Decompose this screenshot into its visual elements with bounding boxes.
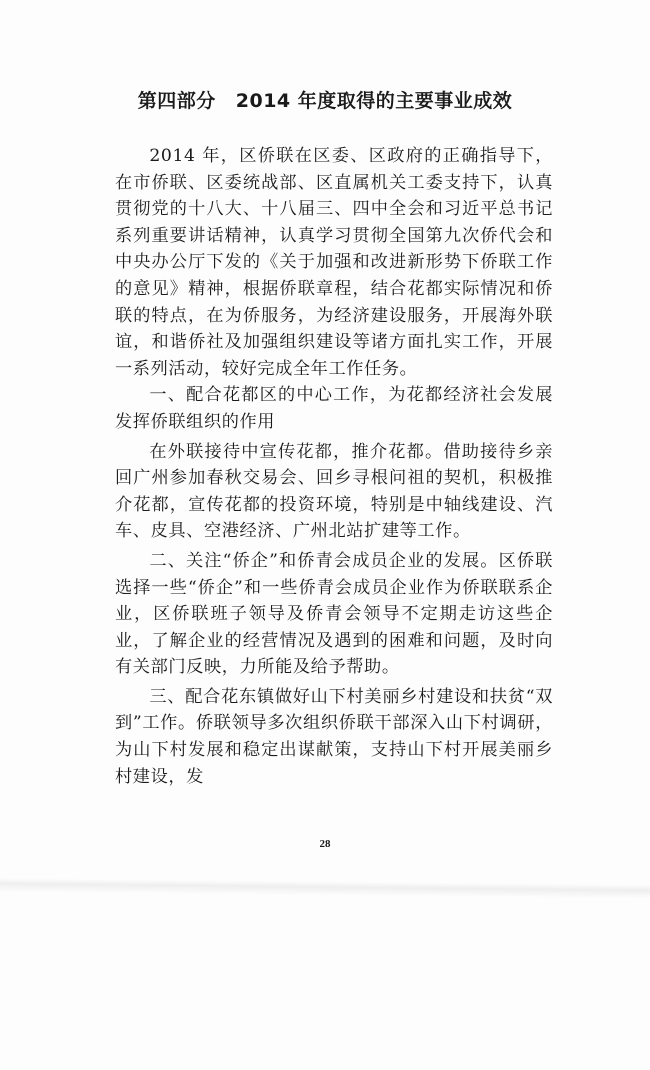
paragraph-intro: 2014 年，区侨联在区委、区政府的正确指导下，在市侨联、区委统战部、区直属机关工委支持下，认真贯彻党的十八大、十八届三、四中全会和习近平总书记系列重要讲话精神，认真学习贯彻全国第九次侨代会和中央办公厅下发的《关于加强和改进新形势下侨联工作的意见》精神，根据侨联章程，结合花都实际情况和侨联的特点，在为侨服务，为经济建设服务，开展海外联谊，和谐侨社及加强组织建设等诸方面扎实工作，开展一系列活动，较好完成全年工作任务。: [115, 146, 553, 379]
section-heading: 2014 年度取得的主要事业成效: [235, 90, 513, 112]
page-number: 28: [319, 838, 331, 850]
paragraph-heading-1: 一、配合花都区的中心工作，为花都经济社会发展发挥侨联组织的作用: [115, 385, 553, 432]
paragraph-3: 三、配合花东镇做好山下村美丽乡村建设和扶贫“双到”工作。侨联领导多次组织侨联干部深入山下村调研，为山下村发展和稳定出谋献策，支持山下村开展美丽乡村建设，发: [115, 686, 553, 787]
document-body: [115, 143, 553, 790]
paragraph-2: 二、关注“侨企”和侨青会成员企业的发展。区侨联选择一些“侨企”和一些侨青会成员企业作为侨联联系企业，区侨联班子领导及侨青会领导不定期走访这些企业，了解企业的经营情况及遇到的困难和问题，及时向有关部门反映，力所能及给予帮助。: [115, 550, 553, 678]
paragraph-1: 在外联接待中宣传花都，推介花都。借助接待乡亲回广州参加春秋交易会、回乡寻根问祖的契机，积极推介花都，宣传花都的投资环境，特别是中轴线建设、汽车、皮具、空港经济、广州北站扩建等工作。: [115, 441, 553, 542]
section-part-label: 第四部分: [137, 90, 216, 112]
scan-fold-shadow: [0, 878, 650, 899]
section-title: [0, 86, 650, 113]
